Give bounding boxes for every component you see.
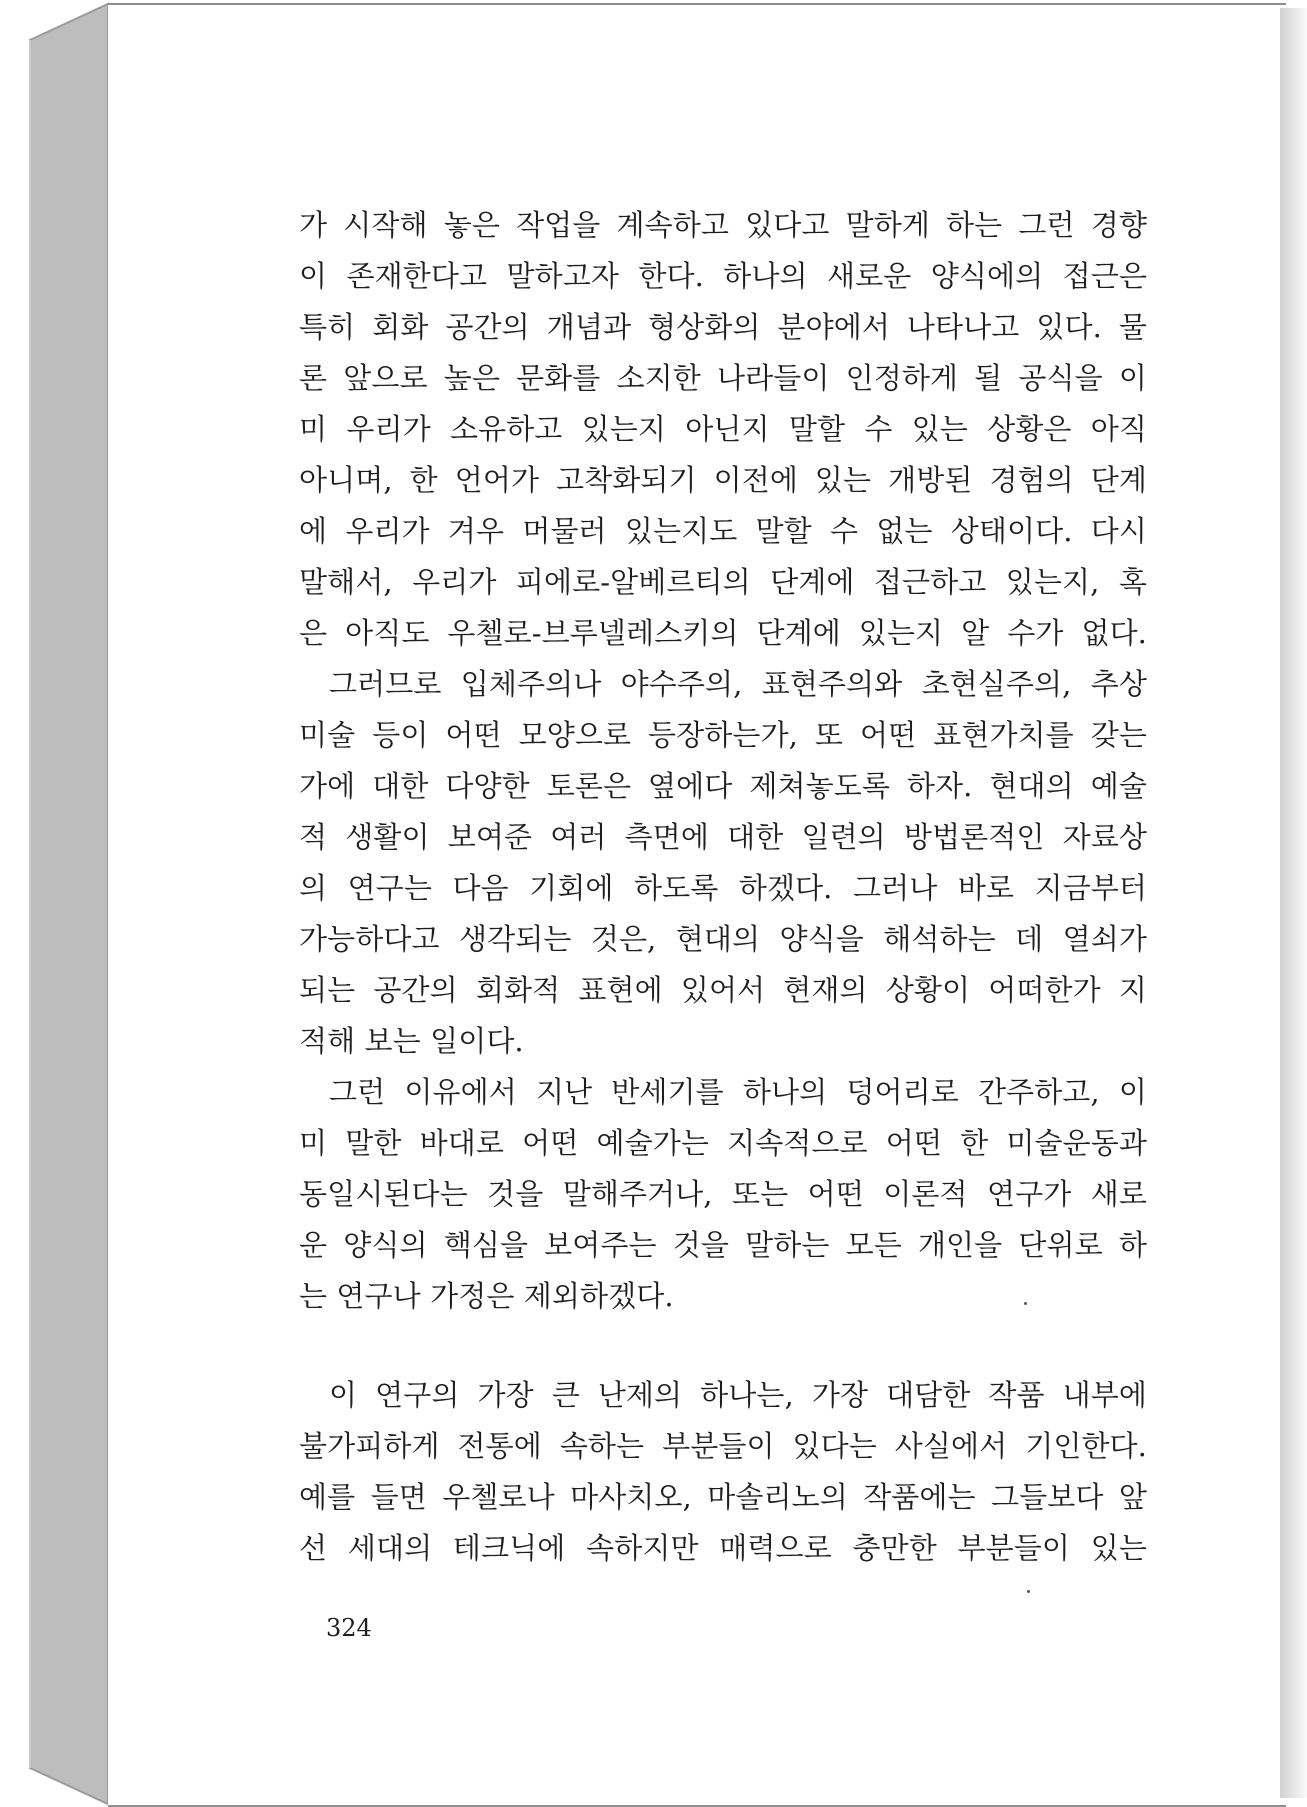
page-edge-shadow [1280,8,1307,1798]
text-line: 말해서, 우리가 피에로-알베르티의 단계에 접근하고 있는지, 혹 [299,565,1147,599]
paragraph-gap [299,1322,1147,1370]
text-line: 미 말한 바대로 어떤 예술가는 지속적으로 어떤 한 미술운동과 [299,1126,1147,1160]
text-line: 되는 공간의 회화적 표현에 있어서 현재의 상황이 어떠한가 지 [299,973,1147,1007]
text-line: 특히 회화 공간의 개념과 형상화의 분야에서 나타나고 있다. 물 [299,310,1147,344]
text-line: 아니며, 한 언어가 고착화되기 이전에 있는 개방된 경험의 단계 [299,463,1147,497]
book-spine [0,0,110,1806]
text-line: 선 세대의 테크닉에 속하지만 매력으로 충만한 부분들이 있는 [299,1531,1147,1565]
scan-speck [1024,1302,1027,1305]
text-line: 적해 보는 일이다. [299,1024,524,1058]
text-line: 가능하다고 생각되는 것은, 현대의 양식을 해석하는 데 열쇠가 [299,922,1147,956]
text-line: 그러므로 입체주의나 야수주의, 표현주의와 초현실주의, 추상 [329,667,1147,701]
text-line: 가 시작해 놓은 작업을 계속하고 있다고 말하게 하는 그런 경향 [299,208,1147,242]
text-line: 에 우리가 겨우 머물러 있는지도 말할 수 없는 상태이다. 다시 [299,514,1147,548]
text-line: 미술 등이 어떤 모양으로 등장하는가, 또 어떤 표현가치를 갖는 [299,718,1147,752]
page-number: 324 [326,1614,372,1642]
text-line: 이 존재한다고 말하고자 한다. 하나의 새로운 양식에의 접근은 [299,259,1147,293]
text-line: 론 앞으로 높은 문화를 소지한 나라들이 인정하게 될 공식을 이 [299,361,1147,395]
text-line: 운 양식의 핵심을 보여주는 것을 말하는 모든 개인을 단위로 하 [299,1228,1147,1262]
text-line: 그런 이유에서 지난 반세기를 하나의 덩어리로 간주하고, 이 [329,1075,1147,1109]
text-line: 적 생활이 보여준 여러 측면에 대한 일련의 방법론적인 자료상 [299,820,1147,854]
text-line: 가에 대한 다양한 토론은 옆에다 제쳐놓도록 하자. 현대의 예술 [299,769,1147,803]
text-line: 불가피하게 전통에 속하는 부분들이 있다는 사실에서 기인한다. [299,1429,1147,1463]
text-line: 동일시된다는 것을 말해주거나, 또는 어떤 이론적 연구가 새로 [299,1177,1147,1211]
text-line: 미 우리가 소유하고 있는지 아닌지 말할 수 있는 상황은 아직 [299,412,1147,446]
scan-speck [1027,1590,1030,1593]
text-line: 이 연구의 가장 큰 난제의 하나는, 가장 대담한 작품 내부에 [329,1378,1147,1412]
text-line: 예를 들면 우첼로나 마사치오, 마솔리노의 작품에는 그들보다 앞 [299,1480,1147,1514]
page-body-text [299,200,1147,1574]
text-line: 의 연구는 다음 기회에 하도록 하겠다. 그러나 바로 지금부터 [299,871,1147,905]
text-line: 은 아직도 우첼로-브루넬레스키의 단계에 있는지 알 수가 없다. [299,616,1147,650]
text-line: 는 연구나 가정은 제외하겠다. [299,1279,674,1313]
